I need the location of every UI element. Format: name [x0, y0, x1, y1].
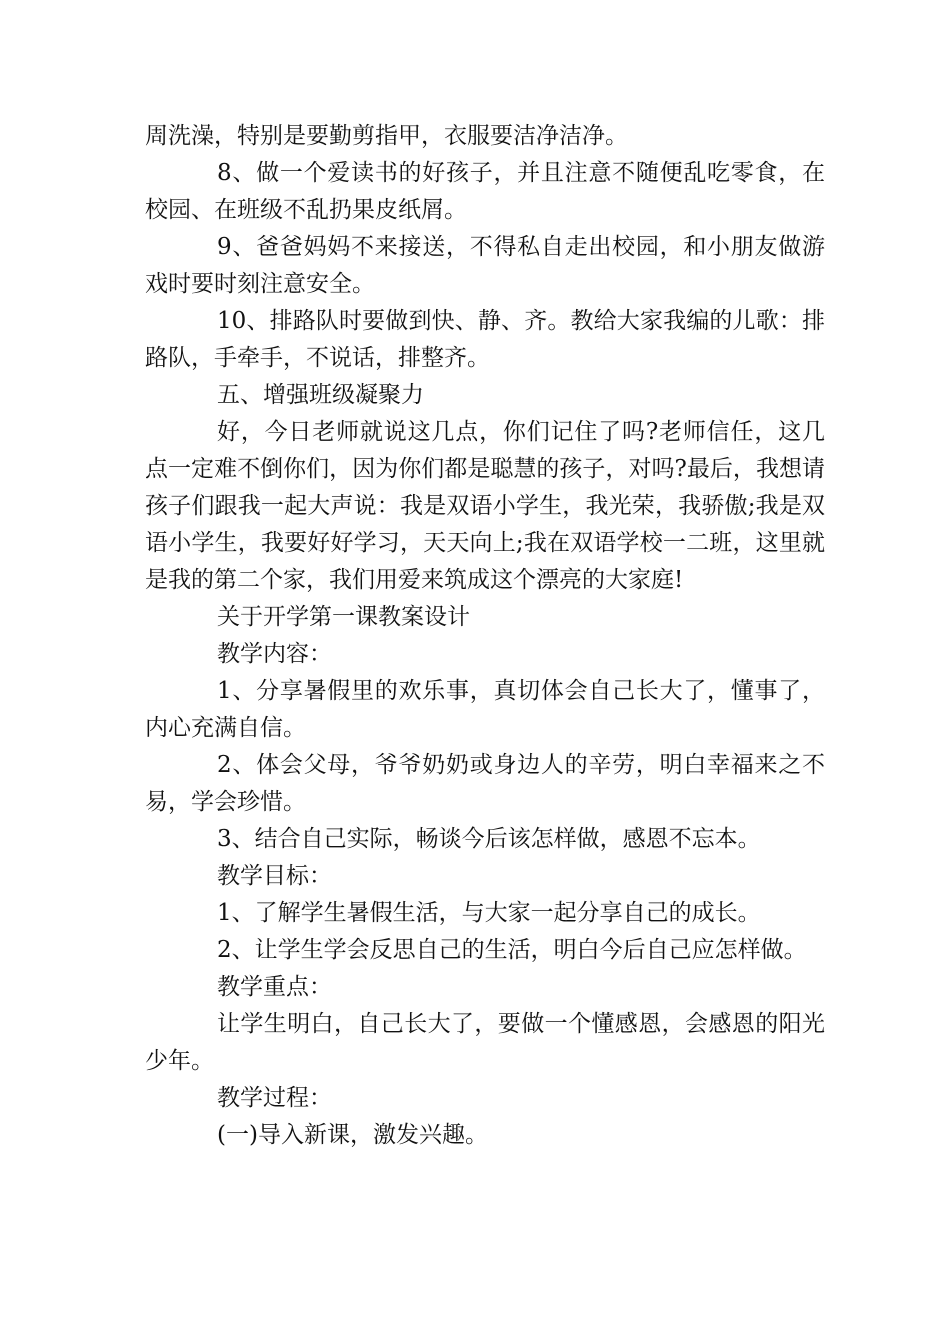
content-item-2: 2、体会父母，爷爷奶奶或身边人的辛劳，明白幸福来之不易，学会珍惜。: [145, 752, 825, 815]
focus-text: 让学生明白，自己长大了，要做一个懂感恩，会感恩的阳光少年。: [145, 1011, 825, 1074]
paragraph-continuation: 周洗澡，特别是要勤剪指甲，衣服要洁净洁净。: [145, 123, 628, 149]
goal-item-1: 1、了解学生暑假生活，与大家一起分享自己的成长。: [217, 900, 761, 926]
lesson-plan-title: 关于开学第一课教案设计: [217, 604, 470, 630]
document-body: [145, 118, 825, 1154]
paragraph-item-9: 9、爸爸妈妈不来接送，不得私自走出校园，和小朋友做游戏时要时刻注意安全。: [145, 234, 825, 297]
content-item-3: 3、结合自己实际，畅谈今后该怎样做，感恩不忘本。: [217, 826, 761, 852]
paragraph-item-10: 10、排路队时要做到快、静、齐。教给大家我编的儿歌：排路队，手牵手，不说话，排整齐。: [145, 308, 825, 371]
goal-item-2: 2、让学生学会反思自己的生活，明白今后自己应怎样做。: [217, 937, 807, 963]
process-step-1: (一)导入新课，激发兴趣。: [217, 1122, 488, 1148]
paragraph-item-8: 8、做一个爱读书的好孩子，并且注意不随便乱吃零食，在校园、在班级不乱扔果皮纸屑。: [145, 160, 825, 223]
heading-teaching-focus: 教学重点：: [217, 974, 332, 1000]
heading-teaching-content: 教学内容：: [217, 641, 332, 667]
section-heading-5: 五、增强班级凝聚力: [217, 382, 424, 408]
heading-teaching-goals: 教学目标：: [217, 863, 332, 889]
content-item-1: 1、分享暑假里的欢乐事，真切体会自己长大了，懂事了，内心充满自信。: [145, 678, 825, 741]
paragraph-closing: 好，今日老师就说这几点，你们记住了吗?老师信任，这几点一定难不倒你们，因为你们都是聪慧的孩子，对吗?最后，我想请孩子们跟我一起大声说：我是双语小学生，我光荣，我骄傲;我是双语小学生，我要好好学习，天天向上;我在双语学校一二班，这里就是我的第二个家，我们用爱来筑成这个漂亮的大家庭!: [145, 419, 825, 593]
heading-teaching-process: 教学过程：: [217, 1085, 332, 1111]
